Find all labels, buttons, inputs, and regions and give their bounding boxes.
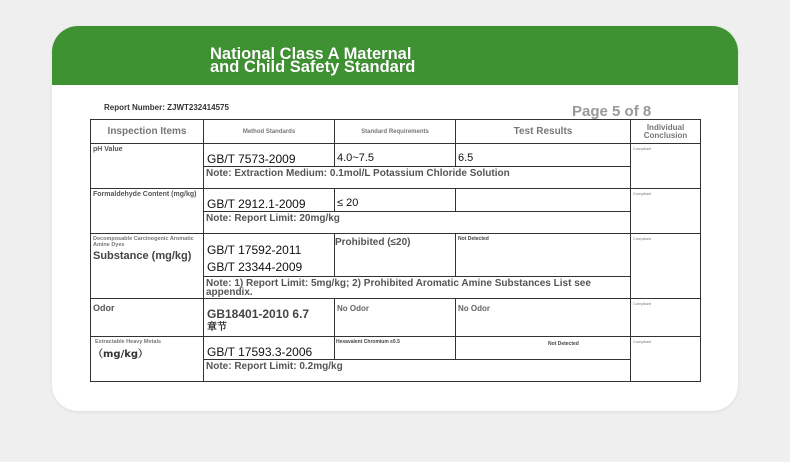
title-banner [52,26,738,85]
item-ph: pH Value [91,144,204,189]
method-odor-standard: GB18401-2010 6.7 [207,307,310,321]
report-document [52,85,738,411]
table-row [91,234,701,277]
header-method-standards: Method Standards [204,120,335,144]
note-formaldehyde: Note: Report Limit: 20mg/kg [204,212,631,234]
conclusion-ph: Compliant [631,144,701,189]
results-table [90,119,701,382]
item-formaldehyde: Formaldehyde Content (mg/kg) [91,189,204,234]
report-number: Report Number: ZJWT232414575 [104,103,229,112]
report-card [52,26,738,411]
conclusion-odor: Compliant [631,299,701,337]
table-row [91,337,701,360]
item-amine [91,234,204,299]
table-header-row [91,120,701,144]
item-amine-substance: Substance (mg/kg) [93,250,192,262]
result-ph: 6.5 [456,144,631,167]
note-ph: Note: Extraction Medium: 0.1mol/L Potassium Chloride Solution [204,167,631,189]
item-metals-label: Extractable Heavy Metals [95,339,162,345]
requirement-metals: Hexavalent Chromium ≤0.5 [335,337,456,360]
header-inspection-items: Inspection Items [91,120,204,144]
note-metals: Note: Report Limit: 0.2mg/kg [204,360,631,382]
conclusion-formaldehyde: Compliant [631,189,701,234]
method-formaldehyde: GB/T 2912.1-2009 [204,189,335,212]
method-amine-1: GB/T 17592-2011 [207,243,302,257]
item-amine-label: Decomposable Carcinogenic Aromatic Amine Dyes [93,236,194,248]
header-test-results: Test Results [456,120,631,144]
item-metals [91,337,204,382]
method-metals: GB/T 17593.3-2006 [204,337,335,360]
result-amine: Not Detected [456,234,631,277]
table-row [91,144,701,167]
table-row [91,299,701,337]
method-odor-chapter: 章节 [207,322,227,333]
conclusion-metals: Compliant [631,337,701,382]
method-amine [204,234,335,277]
requirement-odor: No Odor [335,299,456,337]
result-odor: No Odor [456,299,631,337]
item-metals-unit: （mg/kg） [93,349,149,360]
result-metals: Not Detected [456,337,631,360]
header-conclusion: Individual Conclusion [631,120,701,144]
page-number: Page 5 of 8 [572,103,652,120]
conclusion-amine: Compliant [631,234,701,299]
method-amine-2: GB/T 23344-2009 [207,260,303,274]
method-ph: GB/T 7573-2009 [204,144,335,167]
table-row [91,189,701,212]
banner-title: National Class A Maternal and Child Safety Standard [210,45,416,76]
requirement-amine: Prohibited (≤20) [335,234,456,277]
requirement-formaldehyde: ≤ 20 [335,189,456,212]
result-formaldehyde [456,189,631,212]
note-amine: Note: 1) Report Limit: 5mg/kg; 2) Prohibited Aromatic Amine Substances List see appendix. [204,277,631,299]
item-odor: Odor [91,299,204,337]
requirement-ph: 4.0~7.5 [335,144,456,167]
header-standard-requirements: Standard Requirements [335,120,456,144]
method-odor [204,299,335,337]
